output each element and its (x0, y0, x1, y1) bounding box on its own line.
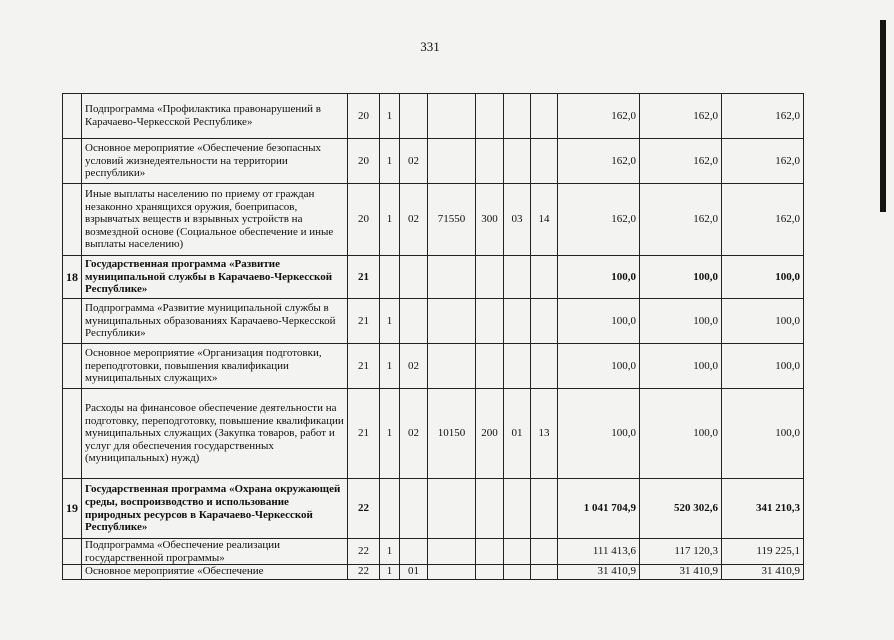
cell-y1: 100,0 (558, 299, 640, 344)
table-row (63, 256, 804, 299)
cell-rz: 01 (504, 389, 531, 479)
cell-vr (476, 539, 504, 565)
table-row (63, 184, 804, 256)
cell-vr: 200 (476, 389, 504, 479)
cell-prog: 22 (348, 479, 380, 539)
cell-event: 02 (400, 184, 428, 256)
cell-dir (428, 299, 476, 344)
cell-y3: 119 225,1 (722, 539, 804, 565)
table-row (63, 389, 804, 479)
cell-y3: 100,0 (722, 256, 804, 299)
cell-event: 01 (400, 565, 428, 580)
cell-y2: 100,0 (640, 299, 722, 344)
cell-y3: 31 410,9 (722, 565, 804, 580)
table-row (63, 565, 804, 580)
cell-y3: 341 210,3 (722, 479, 804, 539)
cell-event: 02 (400, 389, 428, 479)
cell-name: Государственная программа «Развитие муниципальной службы в Карачаево-Черкесской Республике» (82, 256, 348, 299)
cell-rz (504, 299, 531, 344)
cell-rz (504, 139, 531, 184)
cell-y1: 1 041 704,9 (558, 479, 640, 539)
cell-num (63, 184, 82, 256)
cell-y2: 520 302,6 (640, 479, 722, 539)
cell-dir (428, 539, 476, 565)
cell-name: Подпрограмма «Обеспечение реализации государственной программы» (82, 539, 348, 565)
cell-name: Основное мероприятие «Организация подготовки, переподготовки, повышения квалификации муниципальных служащих» (82, 344, 348, 389)
cell-y1: 162,0 (558, 94, 640, 139)
cell-sub: 1 (380, 94, 400, 139)
cell-pr: 14 (531, 184, 558, 256)
cell-dir (428, 344, 476, 389)
cell-sub: 1 (380, 344, 400, 389)
cell-pr: 13 (531, 389, 558, 479)
cell-rz (504, 94, 531, 139)
cell-name: Подпрограмма «Профилактика правонарушений в Карачаево-Черкесской Республике» (82, 94, 348, 139)
cell-prog: 22 (348, 565, 380, 580)
cell-num (63, 539, 82, 565)
cell-y1: 162,0 (558, 184, 640, 256)
cell-pr (531, 539, 558, 565)
cell-pr (531, 565, 558, 580)
cell-sub (380, 256, 400, 299)
cell-y1: 162,0 (558, 139, 640, 184)
cell-y2: 117 120,3 (640, 539, 722, 565)
cell-sub: 1 (380, 139, 400, 184)
cell-prog: 21 (348, 299, 380, 344)
cell-vr (476, 344, 504, 389)
cell-y3: 100,0 (722, 299, 804, 344)
cell-y3: 162,0 (722, 94, 804, 139)
cell-rz (504, 479, 531, 539)
cell-num (63, 344, 82, 389)
cell-pr (531, 479, 558, 539)
cell-dir (428, 565, 476, 580)
cell-y3: 162,0 (722, 139, 804, 184)
cell-num (63, 139, 82, 184)
table-row (63, 539, 804, 565)
cell-dir (428, 479, 476, 539)
cell-rz: 03 (504, 184, 531, 256)
cell-event: 02 (400, 344, 428, 389)
cell-num: 18 (63, 256, 82, 299)
cell-vr (476, 479, 504, 539)
cell-sub: 1 (380, 184, 400, 256)
cell-pr (531, 94, 558, 139)
page-number: 331 (420, 39, 440, 54)
cell-y2: 162,0 (640, 184, 722, 256)
budget-table-body (63, 94, 804, 580)
cell-dir (428, 256, 476, 299)
cell-sub (380, 479, 400, 539)
cell-event (400, 299, 428, 344)
cell-pr (531, 344, 558, 389)
cell-name: Подпрограмма «Развитие муниципальной службы в муниципальных образованиях Карачаево-Черкесской Республики» (82, 299, 348, 344)
cell-num (63, 565, 82, 580)
cell-name: Иные выплаты населению по приему от граждан незаконно хранящихся оружия, боеприпасов, взрывчатых веществ и взрывных устройств на возмездной основе (Социальное обеспечение и иные выплаты населению) (82, 184, 348, 256)
cell-prog: 22 (348, 539, 380, 565)
cell-prog: 21 (348, 256, 380, 299)
cell-y2: 31 410,9 (640, 565, 722, 580)
cell-pr (531, 256, 558, 299)
cell-event (400, 539, 428, 565)
cell-dir: 10150 (428, 389, 476, 479)
cell-pr (531, 139, 558, 184)
cell-y1: 100,0 (558, 256, 640, 299)
cell-y2: 100,0 (640, 344, 722, 389)
cell-y3: 100,0 (722, 344, 804, 389)
cell-rz (504, 344, 531, 389)
cell-event (400, 94, 428, 139)
cell-prog: 21 (348, 389, 380, 479)
cell-num (63, 299, 82, 344)
cell-y1: 100,0 (558, 389, 640, 479)
cell-num: 19 (63, 479, 82, 539)
cell-y3: 100,0 (722, 389, 804, 479)
cell-num (63, 389, 82, 479)
cell-y3: 162,0 (722, 184, 804, 256)
table-row (63, 299, 804, 344)
table-row (63, 344, 804, 389)
cell-sub: 1 (380, 389, 400, 479)
cell-prog: 20 (348, 139, 380, 184)
cell-event (400, 479, 428, 539)
cell-pr (531, 299, 558, 344)
cell-vr (476, 565, 504, 580)
cell-rz (504, 539, 531, 565)
cell-y2: 162,0 (640, 94, 722, 139)
cell-y1: 111 413,6 (558, 539, 640, 565)
cell-dir: 71550 (428, 184, 476, 256)
scan-edge-mark (880, 20, 886, 212)
cell-dir (428, 139, 476, 184)
table-row (63, 479, 804, 539)
cell-vr (476, 139, 504, 184)
cell-num (63, 94, 82, 139)
cell-vr (476, 94, 504, 139)
cell-rz (504, 565, 531, 580)
cell-sub: 1 (380, 565, 400, 580)
cell-y1: 31 410,9 (558, 565, 640, 580)
cell-prog: 20 (348, 94, 380, 139)
cell-vr: 300 (476, 184, 504, 256)
cell-vr (476, 299, 504, 344)
cell-y2: 100,0 (640, 256, 722, 299)
cell-sub: 1 (380, 299, 400, 344)
cell-rz (504, 256, 531, 299)
cell-dir (428, 94, 476, 139)
table-row (63, 139, 804, 184)
cell-prog: 21 (348, 344, 380, 389)
cell-y2: 162,0 (640, 139, 722, 184)
cell-name: Основное мероприятие «Обеспечение (82, 565, 348, 580)
cell-event (400, 256, 428, 299)
cell-name: Расходы на финансовое обеспечение деятельности на подготовку, переподготовку, повышение квалификации муниципальных служащих (Закупка товаров, работ и услуг для обеспечения государственных (муниципальных) нужд) (82, 389, 348, 479)
cell-event: 02 (400, 139, 428, 184)
table-row (63, 94, 804, 139)
cell-y1: 100,0 (558, 344, 640, 389)
budget-table (62, 93, 804, 580)
cell-y2: 100,0 (640, 389, 722, 479)
cell-sub: 1 (380, 539, 400, 565)
cell-prog: 20 (348, 184, 380, 256)
cell-name: Государственная программа «Охрана окружающей среды, воспроизводство и использование природных ресурсов в Карачаево-Черкесской Республике» (82, 479, 348, 539)
cell-name: Основное мероприятие «Обеспечение безопасных условий жизнедеятельности на территории республики» (82, 139, 348, 184)
cell-vr (476, 256, 504, 299)
